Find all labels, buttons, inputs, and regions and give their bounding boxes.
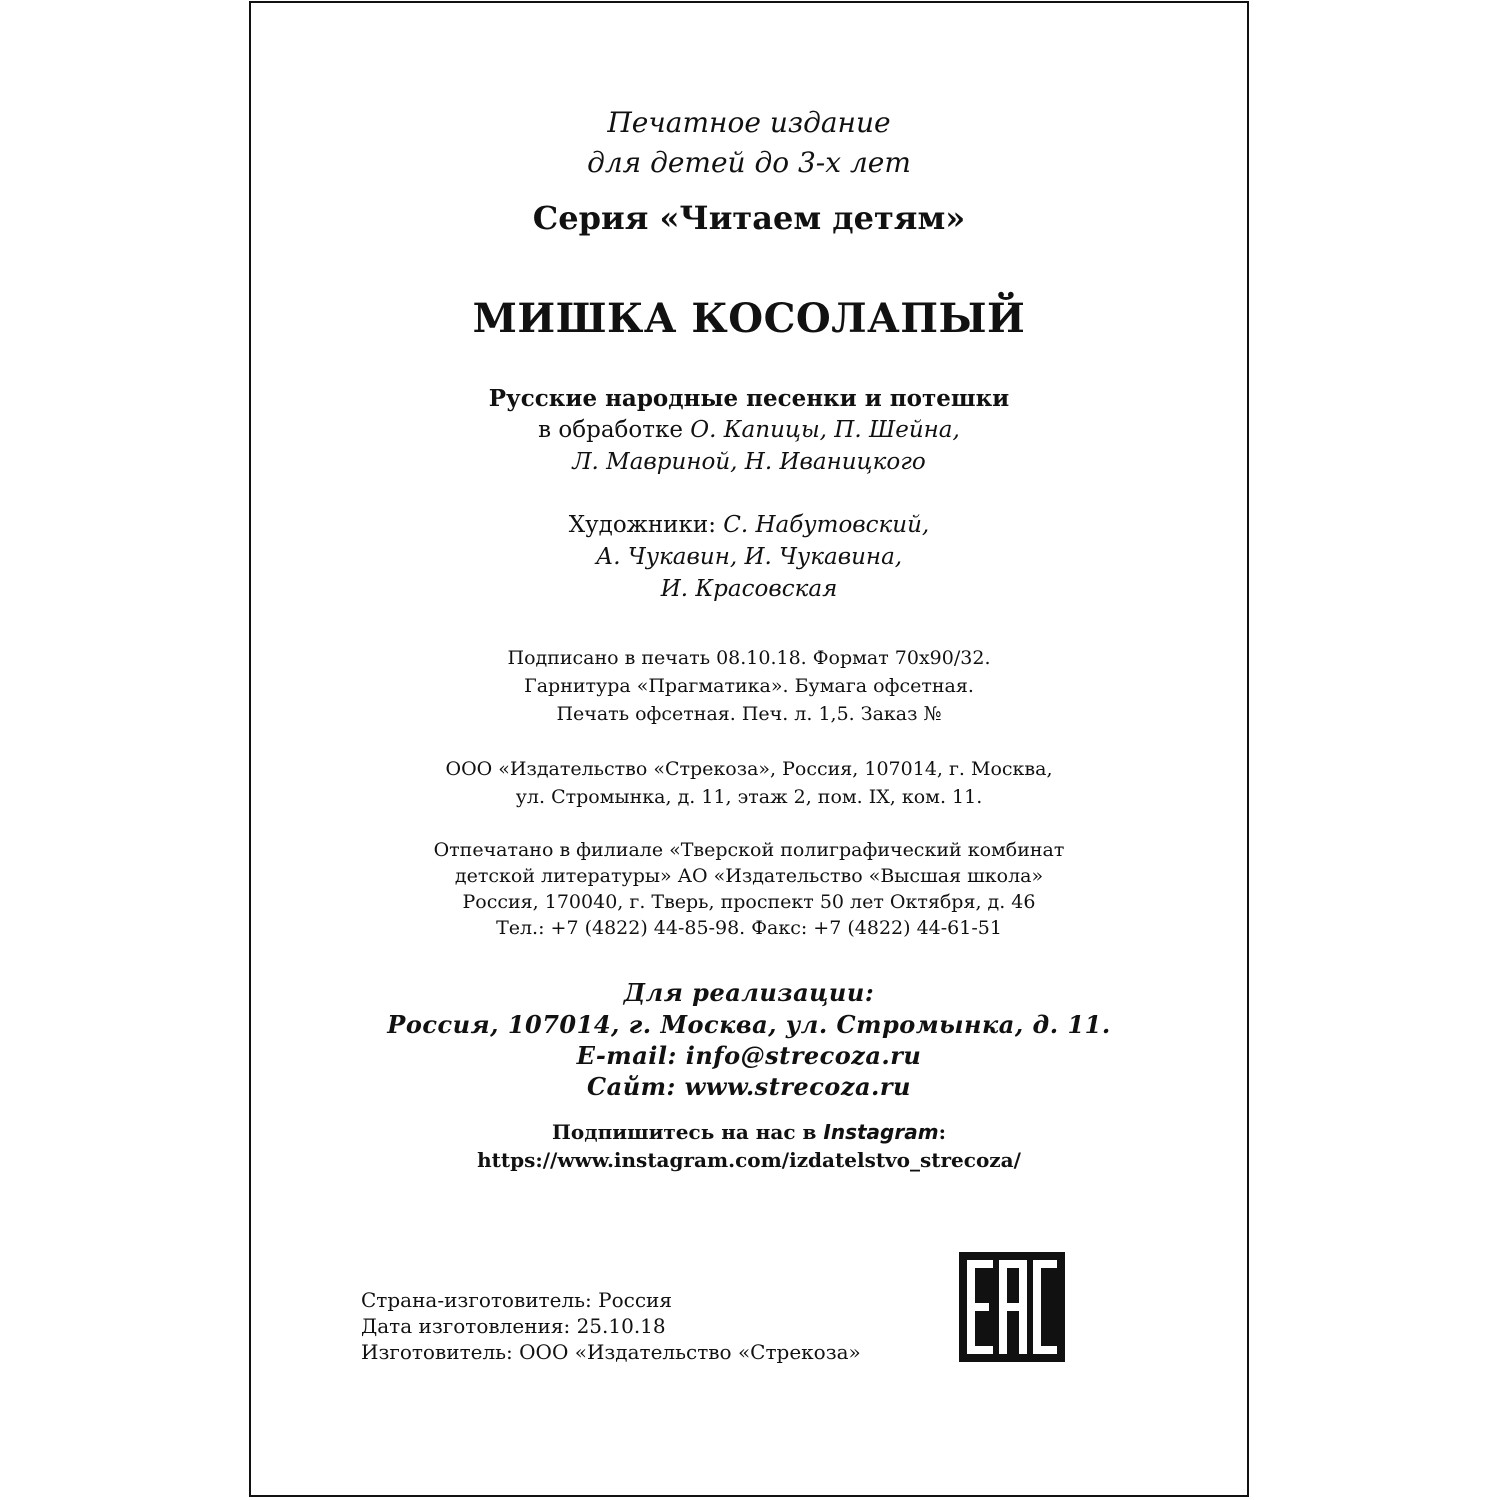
adaptation-prefix: в обработке bbox=[538, 417, 691, 443]
manufacturer-date: Дата изготовления: 25.10.18 bbox=[361, 1314, 666, 1338]
artists-line-2: А. Чукавин, И. Чукавина, bbox=[595, 544, 903, 570]
imprint-line-3: Печать офсетная. Печ. л. 1,5. Заказ № bbox=[556, 703, 942, 725]
social-prefix: Подпишитесь на нас в bbox=[552, 1120, 824, 1144]
manufacturer-maker: Изготовитель: ООО «Издательство «Стрекоза» bbox=[361, 1340, 861, 1364]
manufacturer-country: Страна-изготовитель: Россия bbox=[361, 1288, 672, 1312]
publisher-line-1: ООО «Издательство «Стрекоза», Россия, 107014, г. Москва, bbox=[445, 758, 1053, 780]
sales-address: Россия, 107014, г. Москва, ул. Стромынка, д. 11. bbox=[387, 1010, 1111, 1039]
book-title: МИШКА КОСОЛАПЫЙ bbox=[472, 295, 1026, 342]
imprint-line-1: Подписано в печать 08.10.18. Формат 70х90/32. bbox=[507, 647, 991, 669]
print-label-line-1: Печатное издание bbox=[607, 106, 891, 139]
print-label-line-2: для детей до 3-х лет bbox=[587, 146, 911, 179]
social-line bbox=[251, 1122, 1247, 1142]
instagram-brand: Instagram bbox=[823, 1120, 939, 1144]
artists-line bbox=[251, 514, 1247, 537]
imprint-page bbox=[249, 1, 1249, 1497]
social-url: https://www.instagram.com/izdatelstvo_strecoza/ bbox=[477, 1148, 1021, 1172]
adaptation-names: О. Капицы, П. Шейна, bbox=[690, 417, 960, 443]
genre-line: Русские народные песенки и потешки bbox=[488, 385, 1010, 412]
artists-names: С. Набутовский, bbox=[723, 512, 930, 538]
publisher-line-2: ул. Стромынка, д. 11, этаж 2, пом. IX, ком. 11. bbox=[515, 786, 983, 808]
adaptation-names-line-2: Л. Мавриной, Н. Иваницкого bbox=[572, 449, 926, 475]
series-title: Серия «Читаем детям» bbox=[532, 199, 966, 237]
printer-line-3: Россия, 170040, г. Тверь, проспект 50 лет Октября, д. 46 bbox=[462, 891, 1036, 913]
eac-mark-icon bbox=[959, 1252, 1065, 1362]
printer-line-4: Тел.: +7 (4822) 44-85-98. Факс: +7 (4822) 44-61-51 bbox=[496, 917, 1002, 939]
artists-line-3: И. Красовская bbox=[660, 576, 838, 602]
artists-prefix: Художники: bbox=[568, 512, 724, 538]
sales-heading: Для реализации: bbox=[623, 978, 875, 1007]
sales-site: Сайт: www.strecoza.ru bbox=[587, 1072, 911, 1101]
sales-email: E-mail: info@strecoza.ru bbox=[576, 1041, 922, 1070]
printer-line-1: Отпечатано в филиале «Тверской полиграфический комбинат bbox=[433, 839, 1065, 861]
adaptation-line bbox=[251, 419, 1247, 442]
printer-line-2: детской литературы» АО «Издательство «Высшая школа» bbox=[454, 865, 1044, 887]
social-suffix: : bbox=[938, 1120, 946, 1144]
imprint-line-2: Гарнитура «Прагматика». Бумага офсетная. bbox=[524, 675, 974, 697]
